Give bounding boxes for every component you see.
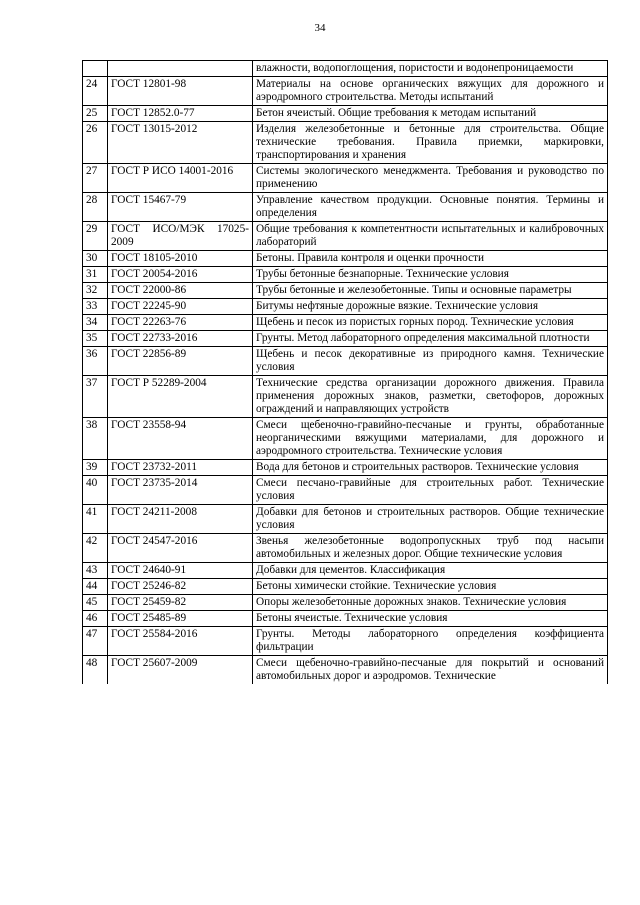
standard-code-cell: ГОСТ Р 52289-2004 — [108, 376, 253, 418]
table-row — [83, 283, 608, 299]
standard-code-cell: ГОСТ ИСО/МЭК 17025-2009 — [108, 222, 253, 251]
table-row — [83, 611, 608, 627]
row-number-cell: 27 — [83, 164, 108, 193]
table-row — [83, 627, 608, 656]
standard-code-cell: ГОСТ 23735-2014 — [108, 476, 253, 505]
standards-table — [82, 60, 608, 684]
table-row — [83, 376, 608, 418]
standard-title-cell: Бетоны ячеистые. Технические условия — [253, 611, 608, 627]
standard-title-cell: Бетоны. Правила контроля и оценки прочности — [253, 251, 608, 267]
table-row — [83, 267, 608, 283]
row-number-cell: 35 — [83, 331, 108, 347]
row-number-cell: 34 — [83, 315, 108, 331]
standard-title-cell: Общие требования к компетентности испытательных и калибровочных лабораторий — [253, 222, 608, 251]
standard-title-cell: Системы экологического менеджмента. Требования и руководство по применению — [253, 164, 608, 193]
standard-title-cell: влажности, водопоглощения, пористости и водонепроницаемости — [253, 61, 608, 77]
standard-title-cell: Грунты. Метод лабораторного определения максимальной плотности — [253, 331, 608, 347]
row-number-cell: 33 — [83, 299, 108, 315]
row-number-cell: 39 — [83, 460, 108, 476]
row-number-cell: 41 — [83, 505, 108, 534]
table-row — [83, 476, 608, 505]
standard-title-cell: Добавки для бетонов и строительных растворов. Общие технические условия — [253, 505, 608, 534]
standard-code-cell: ГОСТ 24211-2008 — [108, 505, 253, 534]
table-row — [83, 331, 608, 347]
table-row — [83, 347, 608, 376]
standard-title-cell: Грунты. Методы лабораторного определения коэффициента фильтрации — [253, 627, 608, 656]
standard-title-cell: Щебень и песок декоративные из природного камня. Технические условия — [253, 347, 608, 376]
row-number-cell: 38 — [83, 418, 108, 460]
row-number-cell — [83, 61, 108, 77]
row-number-cell: 48 — [83, 656, 108, 685]
table-row — [83, 122, 608, 164]
row-number-cell: 36 — [83, 347, 108, 376]
row-number-cell: 40 — [83, 476, 108, 505]
standard-code-cell: ГОСТ 23558-94 — [108, 418, 253, 460]
table-row — [83, 418, 608, 460]
row-number-cell: 47 — [83, 627, 108, 656]
standard-title-cell: Трубы бетонные безнапорные. Технические условия — [253, 267, 608, 283]
row-number-cell: 37 — [83, 376, 108, 418]
standard-code-cell: ГОСТ 22856-89 — [108, 347, 253, 376]
table-row — [83, 106, 608, 122]
standard-code-cell: ГОСТ 24640-91 — [108, 563, 253, 579]
standard-title-cell: Добавки для цементов. Классификация — [253, 563, 608, 579]
table-row — [83, 164, 608, 193]
standard-title-cell: Опоры железобетонные дорожных знаков. Технические условия — [253, 595, 608, 611]
table-row — [83, 77, 608, 106]
table-row — [83, 299, 608, 315]
standard-title-cell: Бетон ячеистый. Общие требования к методам испытаний — [253, 106, 608, 122]
row-number-cell: 32 — [83, 283, 108, 299]
table-row — [83, 193, 608, 222]
row-number-cell: 25 — [83, 106, 108, 122]
standard-code-cell: ГОСТ 22000-86 — [108, 283, 253, 299]
standard-code-cell: ГОСТ 20054-2016 — [108, 267, 253, 283]
row-number-cell: 29 — [83, 222, 108, 251]
row-number-cell: 26 — [83, 122, 108, 164]
standard-code-cell: ГОСТ 25246-82 — [108, 579, 253, 595]
standard-code-cell: ГОСТ Р ИСО 14001-2016 — [108, 164, 253, 193]
table-row — [83, 222, 608, 251]
standard-title-cell: Смеси щебеночно-гравийно-песчаные и грунты, обработанные неорганическими вяжущими материалами, для дорожного и аэродромного строительства. Технические условия — [253, 418, 608, 460]
row-number-cell: 46 — [83, 611, 108, 627]
standard-title-cell: Управление качеством продукции. Основные понятия. Термины и определения — [253, 193, 608, 222]
row-number-cell: 30 — [83, 251, 108, 267]
standard-code-cell: ГОСТ 23732-2011 — [108, 460, 253, 476]
table-row — [83, 61, 608, 77]
row-number-cell: 45 — [83, 595, 108, 611]
row-number-cell: 42 — [83, 534, 108, 563]
standard-code-cell: ГОСТ 22733-2016 — [108, 331, 253, 347]
row-number-cell: 24 — [83, 77, 108, 106]
standard-code-cell: ГОСТ 22263-76 — [108, 315, 253, 331]
table-row — [83, 595, 608, 611]
standard-title-cell: Изделия железобетонные и бетонные для строительства. Общие технические требования. Правила приемки, маркировки, транспортирования и хранения — [253, 122, 608, 164]
table-row — [83, 505, 608, 534]
row-number-cell: 28 — [83, 193, 108, 222]
standards-table-body — [83, 61, 608, 685]
standard-code-cell: ГОСТ 25584-2016 — [108, 627, 253, 656]
standard-title-cell: Щебень и песок из пористых горных пород. Технические условия — [253, 315, 608, 331]
row-number-cell: 31 — [83, 267, 108, 283]
standard-title-cell: Вода для бетонов и строительных растворов. Технические условия — [253, 460, 608, 476]
standard-code-cell: ГОСТ 12801-98 — [108, 77, 253, 106]
standard-title-cell: Смеси щебеночно-гравийно-песчаные для покрытий и оснований автомобильных дорог и аэродромов. Технические — [253, 656, 608, 685]
table-row — [83, 460, 608, 476]
standard-code-cell: ГОСТ 22245-90 — [108, 299, 253, 315]
standard-title-cell: Смеси песчано-гравийные для строительных работ. Технические условия — [253, 476, 608, 505]
standard-code-cell: ГОСТ 24547-2016 — [108, 534, 253, 563]
standard-code-cell: ГОСТ 15467-79 — [108, 193, 253, 222]
standard-code-cell: ГОСТ 25459-82 — [108, 595, 253, 611]
standard-title-cell: Битумы нефтяные дорожные вязкие. Технические условия — [253, 299, 608, 315]
standard-title-cell: Материалы на основе органических вяжущих для дорожного и аэродромного строительства. Методы испытаний — [253, 77, 608, 106]
standard-code-cell: ГОСТ 13015-2012 — [108, 122, 253, 164]
table-row — [83, 579, 608, 595]
standard-code-cell: ГОСТ 25607-2009 — [108, 656, 253, 685]
table-row — [83, 534, 608, 563]
standard-title-cell: Бетоны химически стойкие. Технические условия — [253, 579, 608, 595]
standard-code-cell: ГОСТ 25485-89 — [108, 611, 253, 627]
standard-title-cell: Технические средства организации дорожного движения. Правила применения дорожных знаков, разметки, светофоров, дорожных ограждений и направляющих устройств — [253, 376, 608, 418]
page-number: 34 — [314, 22, 326, 34]
table-row — [83, 315, 608, 331]
table-row — [83, 251, 608, 267]
row-number-cell: 44 — [83, 579, 108, 595]
table-row — [83, 563, 608, 579]
standard-code-cell — [108, 61, 253, 77]
standard-code-cell: ГОСТ 18105-2010 — [108, 251, 253, 267]
standard-title-cell: Трубы бетонные и железобетонные. Типы и основные параметры — [253, 283, 608, 299]
row-number-cell: 43 — [83, 563, 108, 579]
table-row — [83, 656, 608, 685]
standard-title-cell: Звенья железобетонные водопропускных труб под насыпи автомобильных и железных дорог. Общие технические условия — [253, 534, 608, 563]
standard-code-cell: ГОСТ 12852.0-77 — [108, 106, 253, 122]
